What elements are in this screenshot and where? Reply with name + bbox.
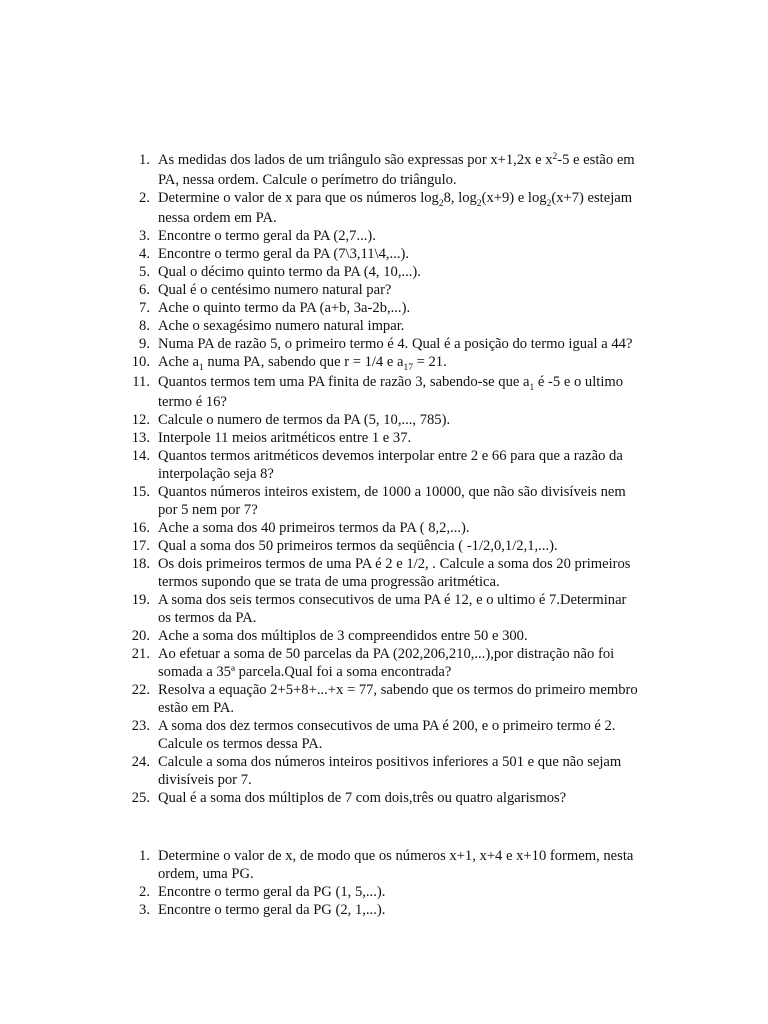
exercise-number: 14.: [131, 448, 150, 464]
text-run: Ache a soma dos múltiplos de 3 compreendidos entre 50 e 300.: [158, 628, 528, 644]
exercise-item: [0, 281, 660, 299]
exercise-number: 3.: [139, 902, 150, 918]
text-run: ordem, uma PG.: [158, 866, 254, 882]
text-run: Numa PA de razão 5, o primeiro termo é 4. Qual é a posição do termo igual a 44?: [158, 336, 633, 352]
exercise-text-line: [158, 281, 660, 299]
text-run: Encontre o termo geral da PG (2, 1,...).: [158, 902, 386, 918]
subscript: 1: [198, 363, 204, 373]
exercise-number: 10.: [131, 354, 150, 370]
exercise-number: 2.: [139, 884, 150, 900]
exercise-text-line: [158, 717, 660, 735]
exercise-item: [0, 353, 660, 373]
text-run: Ache o quinto termo da PA (a+b, 3a-2b,...).: [158, 300, 411, 316]
exercise-item: [0, 555, 660, 591]
exercise-number: 8.: [139, 318, 150, 334]
text-run: por 5 nem por 7?: [158, 502, 258, 518]
exercise-text-line: [158, 883, 660, 901]
subscript: 17: [403, 363, 413, 373]
exercise-item: [0, 537, 660, 555]
exercise-text-line: [158, 663, 660, 681]
exercise-text-line: [158, 353, 660, 373]
exercise-number: 19.: [131, 592, 150, 608]
text-run: Interpole 11 meios aritméticos entre 1 e 37.: [158, 430, 412, 446]
exercise-text-line: [158, 299, 660, 317]
exercise-number: 20.: [131, 628, 150, 644]
text-run: interpolação seja 8?: [158, 466, 274, 482]
text-run: Qual é o centésimo numero natural par?: [158, 282, 392, 298]
exercise-item: [0, 373, 660, 411]
exercise-item: [0, 883, 660, 901]
text-run: Qual a soma dos 50 primeiros termos da seqüência ( -1/2,0,1/2,1,...).: [158, 538, 558, 554]
exercise-number: 22.: [131, 682, 150, 698]
exercise-item: [0, 717, 660, 753]
exercise-item: [0, 847, 660, 883]
exercise-item: [0, 901, 660, 919]
exercise-item: [0, 227, 660, 245]
exercise-item: [0, 245, 660, 263]
superscript: 2: [552, 152, 558, 162]
text-run: Calcule os termos dessa PA.: [158, 736, 323, 752]
exercise-text-line: [158, 699, 660, 717]
text-run: Ao efetuar a soma de 50 parcelas da PA (202,206,210,...),por distração não foi: [158, 646, 615, 662]
subscript: 2: [438, 199, 444, 209]
text-run: termos supondo que se trata de uma progressão aritmética.: [158, 574, 500, 590]
text-run: A soma dos seis termos consecutivos de uma PA é 12, e o ultimo é 7.Determinar: [158, 592, 627, 608]
subscript: 2: [476, 199, 482, 209]
exercise-number: 2.: [139, 190, 150, 206]
exercise-text-line: [158, 411, 660, 429]
text-run: (x+9) e log: [481, 190, 547, 206]
exercise-item: [0, 753, 660, 789]
arithmetic-progression-exercise-list: [0, 151, 768, 807]
exercise-item: [0, 681, 660, 717]
exercise-item: [0, 627, 660, 645]
exercise-text-line: [158, 151, 660, 171]
exercise-item: [0, 189, 660, 227]
exercise-text-line: [158, 501, 660, 519]
text-run: Calcule a soma dos números inteiros positivos inferiores a 501 e que não sejam: [158, 754, 622, 770]
exercise-number: 13.: [131, 430, 150, 446]
exercise-number: 1.: [139, 152, 150, 168]
exercise-text-line: [158, 519, 660, 537]
text-run: é -5 e o ultimo: [534, 374, 624, 390]
text-run: A soma dos dez termos consecutivos de uma PA é 200, e o primeiro termo é 2.: [158, 718, 616, 734]
exercise-text-line: [158, 865, 660, 883]
exercise-text-line: [158, 901, 660, 919]
text-run: divisíveis por 7.: [158, 772, 252, 788]
subscript: 2: [546, 199, 552, 209]
exercise-text-line: [158, 555, 660, 573]
exercise-text-line: [158, 373, 660, 393]
exercise-text-line: [158, 847, 660, 865]
exercise-number: 12.: [131, 412, 150, 428]
exercise-number: 6.: [139, 282, 150, 298]
exercise-item: [0, 151, 660, 189]
exercise-text-line: [158, 263, 660, 281]
exercise-text-line: [158, 483, 660, 501]
exercise-text-line: [158, 245, 660, 263]
exercise-text-line: [158, 789, 660, 807]
subscript: 1: [529, 383, 535, 393]
text-run: PA, nessa ordem. Calcule o perímetro do triângulo.: [158, 172, 457, 188]
exercise-item: [0, 789, 660, 807]
exercise-text-line: [158, 609, 660, 627]
exercise-item: [0, 447, 660, 483]
exercise-text-line: [158, 227, 660, 245]
text-run: Encontre o termo geral da PG (1, 5,...).: [158, 884, 386, 900]
text-run: Quantos termos aritméticos devemos interpolar entre 2 e 66 para que a razão da: [158, 448, 623, 464]
text-run: Encontre o termo geral da PA (7\3,11\4,...).: [158, 246, 410, 262]
text-run: os termos da PA.: [158, 610, 257, 626]
exercise-text-line: [158, 393, 660, 411]
exercise-text-line: [158, 209, 660, 227]
exercise-item: [0, 591, 660, 627]
geometric-progression-exercise-list: [0, 847, 768, 919]
exercise-text-line: [158, 573, 660, 591]
exercise-text-line: [158, 735, 660, 753]
exercise-number: 24.: [131, 754, 150, 770]
exercise-number: 16.: [131, 520, 150, 536]
exercise-text-line: [158, 681, 660, 699]
exercise-text-line: [158, 335, 660, 353]
exercise-item: [0, 317, 660, 335]
exercise-item: [0, 411, 660, 429]
exercise-text-line: [158, 627, 660, 645]
exercise-number: 17.: [131, 538, 150, 554]
exercise-item: [0, 263, 660, 281]
exercise-text-line: [158, 465, 660, 483]
text-run: Quantos números inteiros existem, de 1000 a 10000, que não são divisíveis nem: [158, 484, 626, 500]
exercise-number: 23.: [131, 718, 150, 734]
exercise-text-line: [158, 645, 660, 663]
text-run: (x+7) estejam: [551, 190, 633, 206]
text-run: somada a 35ª parcela.Qual foi a soma encontrada?: [158, 664, 452, 680]
exercise-text-line: [158, 771, 660, 789]
exercise-number: 5.: [139, 264, 150, 280]
text-run: Quantos termos tem uma PA finita de razão 3, sabendo-se que a: [158, 374, 530, 390]
text-run: Qual é a soma dos múltiplos de 7 com dois,três ou quatro algarismos?: [158, 790, 567, 806]
exercise-item: [0, 299, 660, 317]
text-run: As medidas dos lados de um triângulo são expressas por x+1,2x e x: [158, 152, 553, 168]
exercise-text-line: [158, 429, 660, 447]
exercise-number: 4.: [139, 246, 150, 262]
exercise-text-line: [158, 447, 660, 465]
exercise-number: 15.: [131, 484, 150, 500]
exercise-text-line: [158, 317, 660, 335]
text-run: 8, log: [443, 190, 477, 206]
text-run: Ache a soma dos 40 primeiros termos da PA ( 8,2,...).: [158, 520, 470, 536]
exercise-text-line: [158, 753, 660, 771]
text-run: nessa ordem em PA.: [158, 210, 277, 226]
exercise-text-line: [158, 171, 660, 189]
text-run: Determine o valor de x para que os números log: [158, 190, 439, 206]
text-run: = 21.: [412, 354, 447, 370]
exercise-text-line: [158, 537, 660, 555]
exercise-text-line: [158, 591, 660, 609]
exercise-number: 3.: [139, 228, 150, 244]
text-run: Ache o sexagésimo numero natural impar.: [158, 318, 405, 334]
exercise-item: [0, 335, 660, 353]
exercise-number: 18.: [131, 556, 150, 572]
exercise-item: [0, 645, 660, 681]
exercise-item: [0, 483, 660, 519]
text-run: Calcule o numero de termos da PA (5, 10,..., 785).: [158, 412, 451, 428]
text-run: Qual o décimo quinto termo da PA (4, 10,...).: [158, 264, 421, 280]
text-run: Resolva a equação 2+5+8+...+x = 77, sabendo que os termos do primeiro membro: [158, 682, 638, 698]
text-run: Ache a: [158, 354, 199, 370]
text-run: -5 e estão em: [557, 152, 635, 168]
exercise-number: 9.: [139, 336, 150, 352]
text-run: termo é 16?: [158, 394, 227, 410]
text-run: estão em PA.: [158, 700, 235, 716]
exercise-item: [0, 429, 660, 447]
exercise-number: 21.: [131, 646, 150, 662]
text-run: Encontre o termo geral da PA (2,7...).: [158, 228, 376, 244]
exercise-number: 1.: [139, 848, 150, 864]
exercise-text-line: [158, 189, 660, 209]
exercise-number: 7.: [139, 300, 150, 316]
exercise-item: [0, 519, 660, 537]
text-run: Determine o valor de x, de modo que os números x+1, x+4 e x+10 formem, nesta: [158, 848, 634, 864]
exercise-number: 11.: [132, 374, 150, 390]
exercise-number: 25.: [131, 790, 150, 806]
text-run: Os dois primeiros termos de uma PA é 2 e 1/2, . Calcule a soma dos 20 primeiros: [158, 556, 631, 572]
text-run: numa PA, sabendo que r = 1/4 e a: [203, 354, 404, 370]
